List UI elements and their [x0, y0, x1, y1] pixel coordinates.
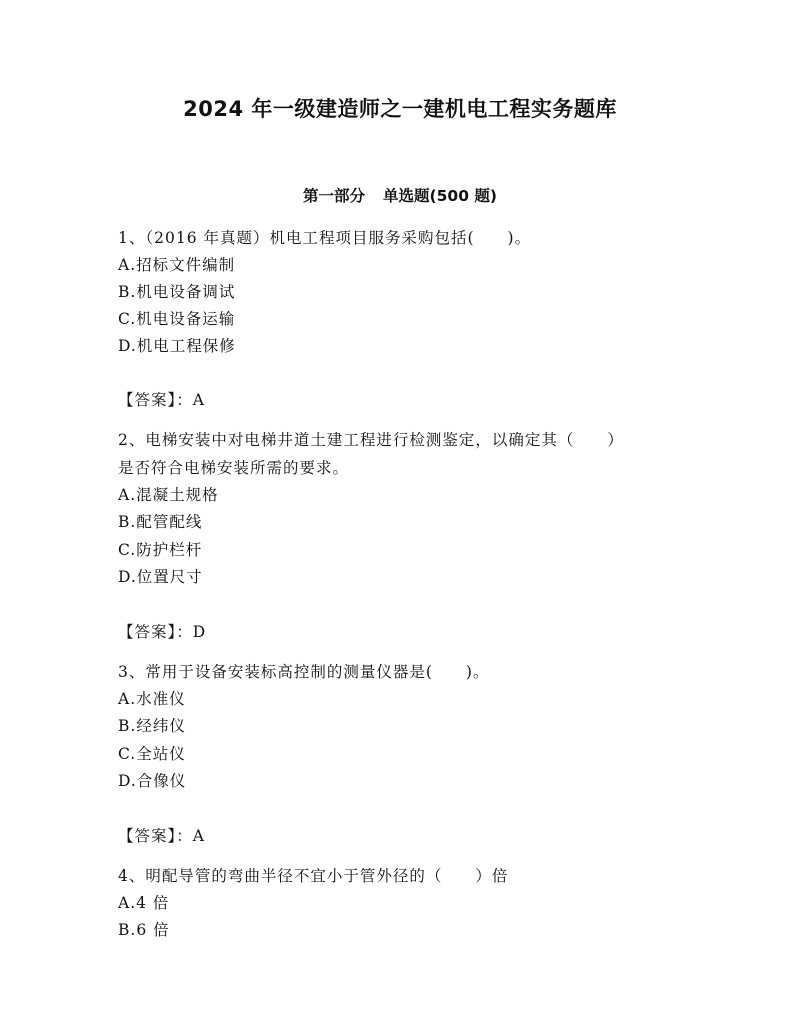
section-name: 单选题(500 题)	[383, 187, 497, 205]
question-3-option-d: D.合像仪	[118, 772, 187, 790]
question-2-stem-line-1: 2、电梯安装中对电梯井道土建工程进行检测鉴定，以确定其（ ）	[118, 431, 624, 449]
section-part: 第一部分	[303, 187, 366, 205]
question-2-stem-line-2: 是否符合电梯安装所需的要求。	[118, 459, 350, 477]
question-2-option-c: C.防护栏杆	[118, 541, 203, 559]
question-3-stem: 3、常用于设备安装标高控制的测量仪器是( )。	[118, 663, 490, 681]
question-1-answer: 【答案】：A	[118, 391, 205, 409]
section-heading	[0, 184, 800, 206]
question-2-option-d: D.位置尺寸	[118, 568, 203, 586]
question-4-stem: 4、明配导管的弯曲半径不宜小于管外径的（ ）倍	[118, 867, 509, 885]
question-3-answer: 【答案】：A	[118, 827, 205, 845]
question-1-option-b: B.机电设备调试	[118, 283, 236, 301]
question-3-option-a: A.水准仪	[118, 690, 186, 708]
question-1-stem: 1、（2016 年真题）机电工程项目服务采购包括( )。	[118, 229, 532, 247]
question-2-answer: 【答案】：D	[118, 623, 207, 641]
question-2-option-b: B.配管配线	[118, 513, 203, 531]
document-title: 2024 年一级建造师之一建机电工程实务题库	[183, 97, 617, 121]
question-1-option-a: A.招标文件编制	[118, 256, 236, 274]
question-2-option-a: A.混凝土规格	[118, 486, 219, 504]
question-1-option-c: C.机电设备运输	[118, 310, 236, 328]
question-4-option-a: A.4 倍	[118, 894, 170, 912]
question-1-option-d: D.机电工程保修	[118, 337, 236, 355]
question-4-option-b: B.6 倍	[118, 921, 170, 939]
question-3-option-c: C.全站仪	[118, 745, 186, 763]
question-3-option-b: B.经纬仪	[118, 717, 186, 735]
